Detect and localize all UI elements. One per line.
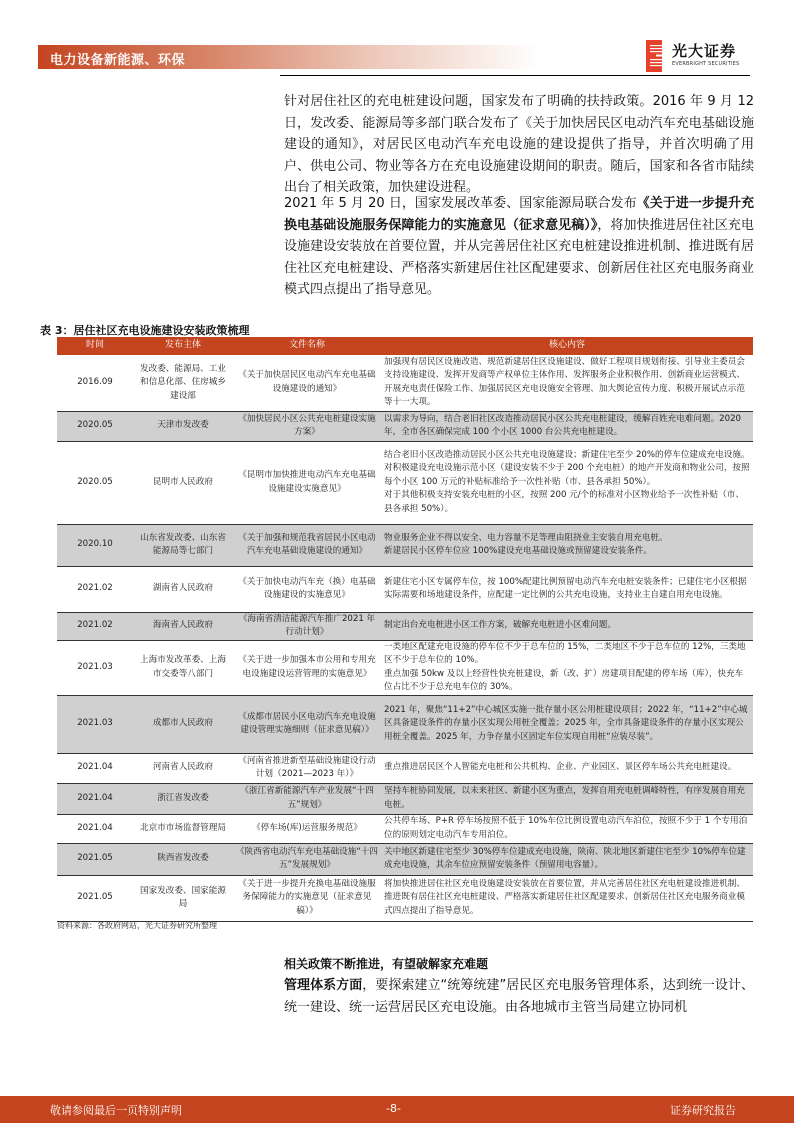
cell-document: 《停车场(库)运营服务规范》 — [233, 814, 381, 843]
cell-content — [381, 783, 753, 814]
content-line: 以需求为导向，结合老旧社区改造推动居民小区公共充电桩建设，缓解百姓充电难问题。2020 年，全市各区确保完成 100 个小区 1000 台公共充电桩建设。 — [384, 413, 742, 437]
cell-content — [381, 612, 753, 640]
cell-time: 2021.05 — [57, 875, 133, 921]
content-line: 加强现有居民区设施改造、规范新建居住区设施建设、做好工程项目规划衔接、引导业主委员会支持设施建设、发挥开发商等产权单位主体作用、发挥服务企业积极作用、创新商业运营模式、开展充电责任保险工作、加强居民区充电设施安全管理、加大舆论宣传力度、积极开展试点示范等十一大项。 — [384, 356, 745, 408]
table-row — [57, 875, 753, 921]
cell-document: 《加快居民小区公共充电桩建设实施方案》 — [233, 411, 381, 441]
content-line: 将加快推进居住社区充电设施建设安装放在首要位置，并从完善居住社区充电桩建设推进机制、推进既有居住社区充电桩建设、严格落实新建居住社区配建要求、创新居住社区充电服务商业模式四点提出了指导意见。 — [384, 878, 745, 916]
paragraph-policy-intro: 针对居住社区的充电桩建设问题，国家发布了明确的扶持政策。2016 年 9 月 12 日，发改委、能源局等多部门联合发布了《关于加快居民区电动汽车充电基础设施建设的通知》，对居民区电动汽车充电设施的建设提供了指导，并首次明确了用户、供电公司、物业等各方在充电设施建设期间的职责。随后，国家和各省市陆续出台了相关政策，加快建设进程。 — [284, 94, 754, 195]
logo-text-en: EVERBRIGHT SECURITIES — [672, 61, 740, 67]
cell-issuer: 上海市发改革委、上海市交委等八部门 — [133, 640, 233, 695]
content-line: 重点推进居民区个人智能充电桩和公共机构、企业、产业园区、景区停车场公共充电桩建设。 — [384, 762, 737, 773]
paragraph-2021-opinion — [284, 193, 754, 301]
column-header-content: 核心内容 — [381, 337, 753, 355]
cell-document: 《关于进一步加强本市公用和专用充电设施建设运营管理的实施意见》 — [233, 640, 381, 695]
content-line: 公共停车场、P+R 停车场按照不低于 10%车位比例设置电动汽车泊位，按照不少于 1 个专用泊位的原则划定电动汽车专用泊位。 — [384, 816, 748, 840]
policy-table — [57, 337, 753, 922]
cell-issuer: 海南省人民政府 — [133, 612, 233, 640]
cell-content — [381, 524, 753, 566]
cell-content — [381, 566, 753, 612]
cell-time: 2021.04 — [57, 814, 133, 843]
cell-time: 2020.05 — [57, 441, 133, 524]
cell-document: 《关于加快电动汽车充（换）电基础设施建设的实施意见》 — [233, 566, 381, 612]
cell-issuer: 陕西省发改委 — [133, 843, 233, 875]
table-title: 表 3：居住社区充电设施建设安装政策梳理 — [40, 324, 250, 337]
cell-issuer: 河南省人民政府 — [133, 753, 233, 783]
section-title: 电力设备新能源、环保 — [50, 53, 186, 68]
cell-issuer: 浙江省发改委 — [133, 783, 233, 814]
cell-document: 《关于加快居民区电动汽车充电基础设施建设的通知》 — [233, 355, 381, 411]
cell-issuer: 山东省发改委、山东省能源局等七部门 — [133, 524, 233, 566]
footer-report-type: 证券研究报告 — [670, 1104, 736, 1117]
page-number: -8- — [386, 1102, 401, 1115]
table-source-note: 资料来源：各政府网站，光大证券研究所整理 — [57, 921, 217, 930]
column-header-time: 时间 — [57, 337, 133, 355]
cell-issuer: 北京市市场监督管理局 — [133, 814, 233, 843]
cell-document: 《昆明市加快推进电动汽车充电基础设施建设实施意见》 — [233, 441, 381, 524]
table-row — [57, 695, 753, 753]
content-line: 坚持车桩协同发展，以未来社区、新建小区为重点，发挥自用充电桩调峰特性，有序发展自用充电桩。 — [384, 786, 745, 810]
cell-time: 2016.09 — [57, 355, 133, 411]
page-footer — [0, 1096, 794, 1123]
cell-content — [381, 441, 753, 524]
p2-rest: ，将加快推进居住社区充电设施建设安装放在首要位置，并从完善居住社区充电桩建设推进机制、推进既有居住社区充电桩建设、严格落实新建居住社区配建要求、创新居住社区充电服务商业模式四点提出了指导意见。 — [284, 217, 754, 297]
cell-issuer: 发改委、能源局、工业和信息化部、住房城乡建设部 — [133, 355, 233, 411]
content-line: 制定出台充电桩进小区工作方案，破解充电桩进小区难问题。 — [384, 620, 617, 631]
company-logo — [646, 40, 746, 72]
logo-text-cn: 光大证券 — [672, 42, 737, 60]
cell-issuer: 天津市发改委 — [133, 411, 233, 441]
cell-content — [381, 355, 753, 411]
cell-document: 《浙江省新能源汽车产业发展“十四五”规划》 — [233, 783, 381, 814]
cell-time: 2021.03 — [57, 640, 133, 695]
cell-content — [381, 753, 753, 783]
cell-content — [381, 695, 753, 753]
cell-time: 2021.02 — [57, 566, 133, 612]
table-row — [57, 411, 753, 441]
cell-content — [381, 640, 753, 695]
header-divider — [280, 75, 750, 76]
cell-content — [381, 814, 753, 843]
content-line: 重点加强 50kw 及以上经营性快充桩建设，新（改、扩）房建项目配建的停车场（库），快充车位占比不少于总充电车位的 30%。 — [384, 668, 744, 692]
cell-document: 《海南省清洁能源汽车推广2021 年行动计划》 — [233, 612, 381, 640]
content-line: 关中地区新建住宅至少 30%停车位建成充电设施，陕南、陕北地区新建住宅至少 10%停车位建成充电设施，其余车位应预留安装条件（预留用电容量）。 — [384, 846, 746, 870]
table-row — [57, 843, 753, 875]
cell-document: 《关于加强和规范我省居民小区电动汽车充电基础设施建设的通知》 — [233, 524, 381, 566]
cell-content — [381, 843, 753, 875]
cell-content — [381, 875, 753, 921]
cell-issuer: 湖南省人民政府 — [133, 566, 233, 612]
content-line: 2021 年，聚焦“11+2”中心城区实施一批存量小区公用桩建设项目；2022 年，“11+2”中心城区具备建设条件的存量小区实现公用桩全覆盖；2025 年，全市具备建设条件的存量小区实现公用桩全覆盖。2025 年，力争存量小区固定车位实现自用桩“应装尽装”。 — [384, 704, 748, 742]
section-heading: 相关政策不断推进，有望破解家充难题 — [284, 957, 489, 971]
p2-doc-title: 《关于进一步提升充换电基础设施服务保障能力的实施意见（征求意见稿）》 — [284, 196, 754, 233]
table-row — [57, 524, 753, 566]
table-row — [57, 814, 753, 843]
cell-document: 《河南省推进新型基础设施建设行动计划（2021—2023 年）》 — [233, 753, 381, 783]
cell-content — [381, 411, 753, 441]
content-line: 物业服务企业不得以安全、电力容量不足等理由阻挠业主安装自用充电桩。 — [384, 532, 668, 543]
cell-time: 2021.03 — [57, 695, 133, 753]
table-row — [57, 355, 753, 411]
cell-issuer: 成都市人民政府 — [133, 695, 233, 753]
cell-issuer: 昆明市人民政府 — [133, 441, 233, 524]
p3-lead-bold: 管理体系方面 — [284, 978, 363, 993]
cell-time: 2021.02 — [57, 612, 133, 640]
cell-document: 《成都市居民小区电动汽车充电设施建设管理实施细则（征求意见稿）》 — [233, 695, 381, 753]
content-line: 新建居民小区停车位应 100%建设充电基础设施或预留建设安装条件。 — [384, 546, 652, 556]
column-header-issuer: 发布主体 — [133, 337, 233, 355]
table-row — [57, 612, 753, 640]
footer-disclaimer-note: 敬请参阅最后一页特别声明 — [50, 1104, 182, 1117]
table-row — [57, 441, 753, 524]
cell-time: 2020.10 — [57, 524, 133, 566]
table-row — [57, 566, 753, 612]
table-row — [57, 783, 753, 814]
cell-time: 2021.04 — [57, 783, 133, 814]
content-line: 对于其他积极支持安装充电桩的小区，按照 200 元/个的标准对小区物业给予一次性补贴（市、县各承担 50%）。 — [384, 490, 744, 514]
column-header-document: 文件名称 — [233, 337, 381, 355]
cell-issuer: 国家发改委、国家能源局 — [133, 875, 233, 921]
cell-time: 2021.04 — [57, 753, 133, 783]
everbright-logo-icon — [646, 40, 662, 72]
table-row — [57, 640, 753, 695]
table-header-row — [57, 337, 753, 355]
p3-text: ，要探索建立“统筹统建”居民区充电服务管理体系，达到统一设计、统一建设、统一运营居民区充电设施。由各地城市主管当局建立协同机 — [284, 978, 754, 1015]
p2-lead: 2021 年 5 月 20 日，国家发展改革委、国家能源局联合发布 — [284, 196, 637, 211]
table-row — [57, 753, 753, 783]
content-line: 新建住宅小区专属停车位，按 100%配建比例预留电动汽车充电桩安装条件；已建住宅小区根据实际需要和场地建设条件，应配建一定比例的公共充电设施，支持业主自建自用充电设施。 — [384, 576, 747, 600]
content-line: 结合老旧小区改造推动居民小区公共充电设施建设；新建住宅至少 20%的停车位建成充电设施。 — [384, 449, 750, 460]
cell-document: 《陕西省电动汽车充电基础设施“十四五”发展规划》 — [233, 843, 381, 875]
content-line: 一类地区配建充电设施的停车位不少于总车位的 15%，二类地区不少于总车位的 12%，三类地区不少于总车位的 10%。 — [384, 641, 746, 665]
cell-document: 《关于进一步提升充换电基础设施服务保障能力的实施意见（征求意见稿）》 — [233, 875, 381, 921]
cell-time: 2020.05 — [57, 411, 133, 441]
paragraph-management-system — [284, 975, 754, 1018]
content-line: 对积极建设充电设施示范小区（建设安装不少于 200 个充电桩）的地产开发商和物业公司，按照每个小区 100 万元的补贴标准给予一次性补贴（市、县各承担 50%）。 — [384, 463, 750, 487]
cell-time: 2021.05 — [57, 843, 133, 875]
